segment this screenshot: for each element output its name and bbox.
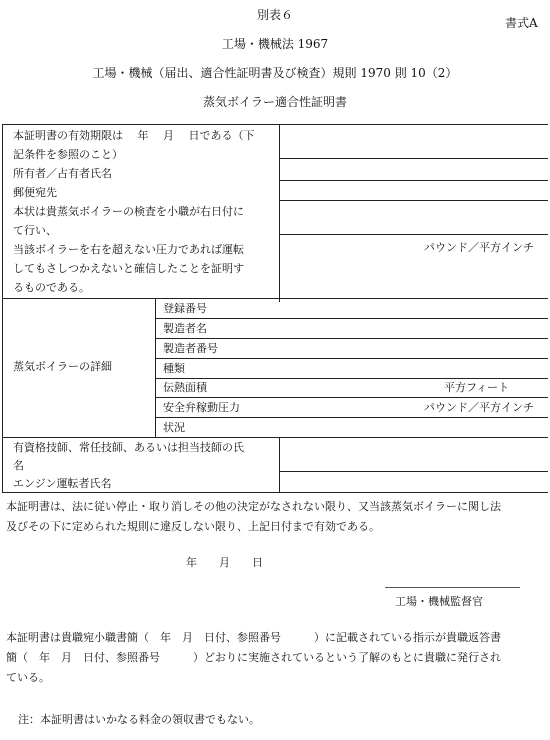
certification-text: 当該ボイラーを右を超えない圧力であれば運転 xyxy=(13,243,244,256)
engineer-label: 有資格技師、常任技師、あるいは担当技師の氏 xyxy=(13,441,244,454)
operator-label: エンジン運転者氏名 xyxy=(13,477,112,490)
row-rule xyxy=(279,180,548,181)
signatory-title: 工場・機械監督官 xyxy=(395,595,483,608)
details-row-rule xyxy=(155,318,548,319)
issuance-text: 本証明書は貴職宛小職書簡（ 年 月 日付、参照番号 ）に記載されている指示が貴職返答書 xyxy=(6,631,501,644)
certification-text: してもさしつかえないと確信したことを証明す xyxy=(13,262,244,275)
validity-text: 本証明書の有効期限は 年 月 日である（下 xyxy=(13,129,255,142)
row-rule xyxy=(279,158,548,159)
section-rule xyxy=(2,298,548,299)
column-divider xyxy=(279,437,280,493)
validity-text-cont: 記条件を参照のこと） xyxy=(13,148,123,161)
issuance-text-cont: 簡（ 年 月 日付、参照番号 ）どおりに実施されているという了解のもとに貴職に発行され xyxy=(6,651,501,664)
details-manufacturer-number: 製造者番号 xyxy=(163,342,218,355)
act-name: 工場・機械法 1967 xyxy=(221,37,329,51)
certification-text: て行い、 xyxy=(13,224,57,237)
receipt-note: 注：本証明書はいかなる料金の領収書でもない。 xyxy=(18,713,260,726)
details-heating-surface-unit: 平方フィート xyxy=(444,381,510,394)
validity-note: 本証明書は、法に従い停止・取り消しその他の決定がなされない限り、又当該蒸気ボイラーに関し法 xyxy=(6,500,501,513)
certification-text: 本状は貴蒸気ボイラーの検査を小職が右日付に xyxy=(13,205,244,218)
rules-reference: 工場・機械（届出、適合性証明書及び検査）規則 1970 則 10（2） xyxy=(92,66,458,80)
engineer-label-cont: 名 xyxy=(13,459,24,472)
validity-note-cont: 及びその下に定められた規則に違反しない限り、上記日付まで有効である。 xyxy=(6,520,380,533)
row-rule xyxy=(279,234,548,235)
signature-line xyxy=(385,587,520,588)
details-label: 蒸気ボイラーの詳細 xyxy=(13,360,112,373)
details-type: 種類 xyxy=(163,362,185,375)
owner-label: 所有者／占有者氏名 xyxy=(13,167,112,180)
details-safety-valve-unit: パウンド／平方インチ xyxy=(424,401,534,414)
appendix-number: 別表６ xyxy=(257,8,294,22)
details-registration-number: 登録番号 xyxy=(163,302,207,315)
column-divider xyxy=(279,124,280,302)
certification-text: るものである。 xyxy=(13,281,90,294)
details-condition: 状況 xyxy=(163,421,185,434)
row-rule xyxy=(279,200,548,201)
issue-date: 年 月 日 xyxy=(186,556,263,569)
row-rule xyxy=(279,471,548,472)
issuance-text-cont: ている。 xyxy=(6,671,50,684)
table-top-border xyxy=(2,124,548,125)
details-manufacturer: 製造者名 xyxy=(163,322,207,335)
details-heating-surface: 伝熱面積 xyxy=(163,381,207,394)
address-label: 郵便宛先 xyxy=(13,186,57,199)
pressure-unit: パウンド／平方インチ xyxy=(424,241,534,254)
document-title: 蒸気ボイラー適合性証明書 xyxy=(202,95,347,109)
form-label: 書式A xyxy=(505,16,538,30)
details-safety-valve: 安全弁稼動圧力 xyxy=(163,401,240,414)
